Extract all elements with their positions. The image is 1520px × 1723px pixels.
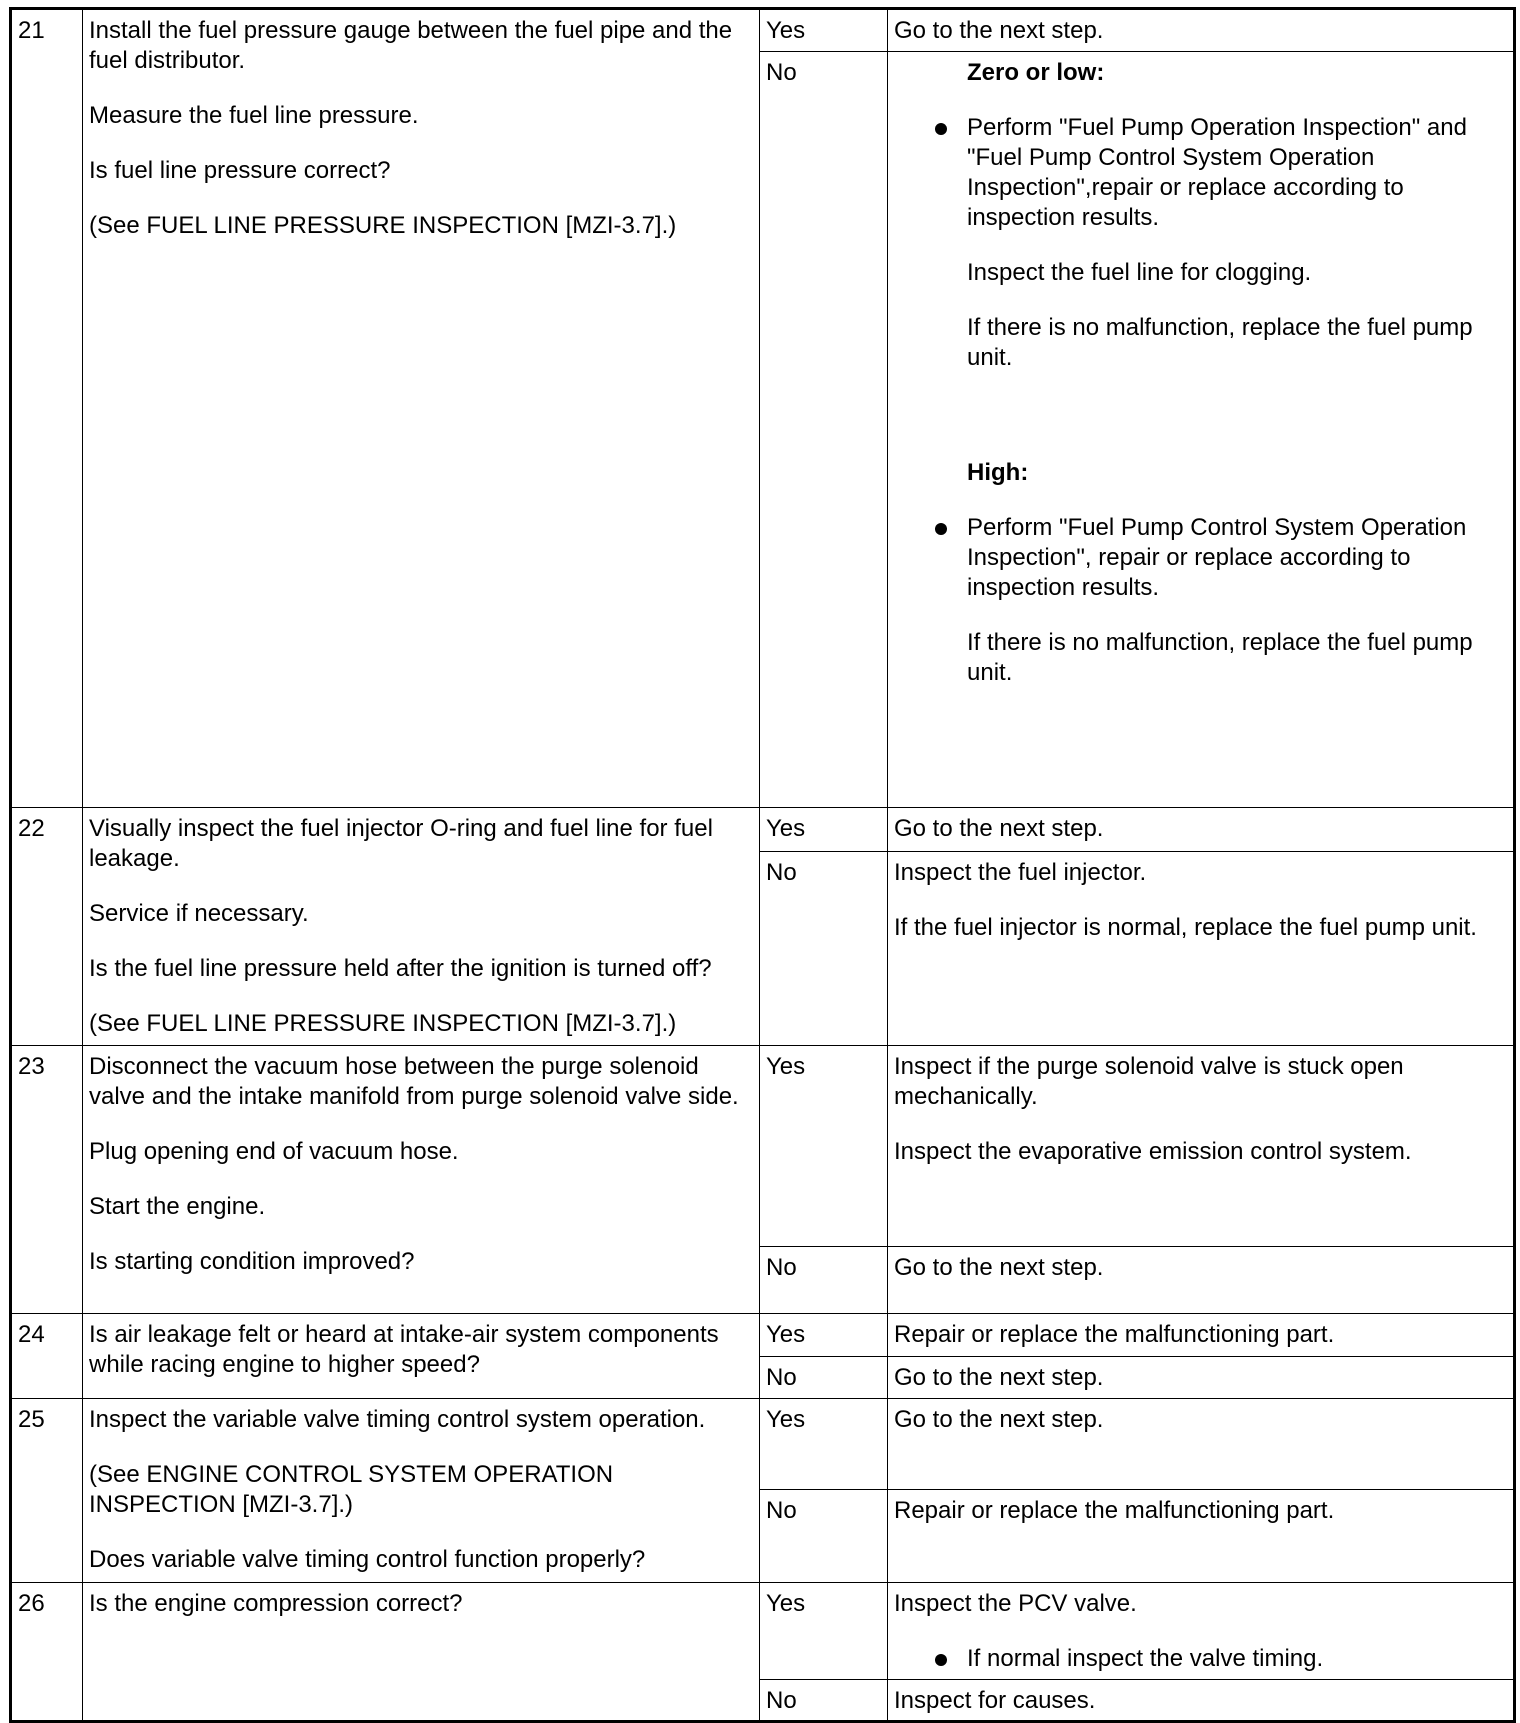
high-notes (967, 628, 1507, 688)
table-row (11, 808, 1515, 852)
note-text: Inspect the fuel line for clogging. (967, 259, 1312, 286)
yes-label: Yes (760, 1583, 888, 1680)
bullet-item (967, 513, 1507, 603)
yes-label: Yes (760, 1314, 888, 1357)
bullet-item (967, 113, 1507, 233)
action-text: Does variable valve timing control function properly? (89, 1546, 646, 1573)
high-heading: High: (967, 459, 1029, 486)
action-text: Disconnect the vacuum hose between the purge solenoid valve and the intake manifold from purge solenoid valve side. (89, 1053, 739, 1110)
bullet-dot-icon (935, 123, 947, 135)
zero-low-heading: Zero or low: (967, 59, 1105, 86)
action-text: Service if necessary. (89, 900, 309, 927)
zero-low-notes (967, 258, 1507, 373)
note-text: If there is no malfunction, replace the fuel pump unit. (967, 314, 1473, 371)
no-label: No (760, 1490, 888, 1583)
no-action: Go to the next step. (888, 1247, 1515, 1314)
bullet-dot-icon (935, 523, 947, 535)
table-row (11, 1583, 1515, 1680)
step-number: 23 (11, 1046, 83, 1314)
yes-label: Yes (760, 1399, 888, 1490)
step-action (83, 9, 760, 808)
table-row (11, 1399, 1515, 1490)
bullet-dot-icon (935, 1654, 947, 1666)
action-text: Measure the fuel line pressure. (89, 102, 419, 129)
action-reference: (See FUEL LINE PRESSURE INSPECTION [MZI-3.7].) (89, 1010, 677, 1037)
bullet-text: If normal inspect the valve timing. (967, 1645, 1324, 1672)
action-reference: (See ENGINE CONTROL SYSTEM OPERATION INSPECTION [MZI-3.7].) (89, 1461, 614, 1518)
yes-label: Yes (760, 808, 888, 852)
yes-action: Go to the next step. (888, 808, 1515, 852)
table-row (11, 1046, 1515, 1247)
bullet-text: Perform "Fuel Pump Operation Inspection" and "Fuel Pump Control System Operation Inspection",repair or replace according to inspection results. (967, 114, 1467, 231)
no-action: Go to the next step. (888, 1357, 1515, 1399)
no-label: No (760, 1357, 888, 1399)
action-text: Inspect the PCV valve. (894, 1590, 1137, 1617)
action-text: Inspect the evaporative emission control system. (894, 1138, 1412, 1165)
no-action: Inspect for causes. (888, 1680, 1515, 1722)
action-text: Install the fuel pressure gauge between the fuel pipe and the fuel distributor. (89, 17, 733, 74)
yes-label: Yes (760, 1046, 888, 1247)
yes-action (888, 1046, 1515, 1247)
yes-action: Repair or replace the malfunctioning part. (888, 1314, 1515, 1357)
step-action: Is air leakage felt or heard at intake-air system components while racing engine to higher speed? (83, 1314, 760, 1399)
yes-action: Go to the next step. (888, 1399, 1515, 1490)
action-text: Is fuel line pressure correct? (89, 157, 391, 184)
action-text: If the fuel injector is normal, replace the fuel pump unit. (894, 914, 1477, 941)
yes-action (888, 1583, 1515, 1680)
step-number: 26 (11, 1583, 83, 1722)
step-number: 24 (11, 1314, 83, 1399)
action-text: Plug opening end of vacuum hose. (89, 1138, 459, 1165)
no-action (888, 852, 1515, 1046)
action-text: Visually inspect the fuel injector O-ring and fuel line for fuel leakage. (89, 815, 713, 872)
step-action (83, 1399, 760, 1583)
table-row (11, 1314, 1515, 1357)
step-action (83, 808, 760, 1046)
action-text: Start the engine. (89, 1193, 266, 1220)
no-label: No (760, 52, 888, 808)
step-number: 21 (11, 9, 83, 808)
action-reference: (See FUEL LINE PRESSURE INSPECTION [MZI-3.7].) (89, 212, 677, 239)
step-number: 22 (11, 808, 83, 1046)
diagnostic-table (9, 7, 1516, 1723)
yes-label: Yes (760, 9, 888, 52)
step-action (83, 1046, 760, 1314)
no-action: Repair or replace the malfunctioning part. (888, 1490, 1515, 1583)
action-text: Inspect the fuel injector. (894, 859, 1147, 886)
no-label: No (760, 1247, 888, 1314)
bullet-text: Perform "Fuel Pump Control System Operation Inspection", repair or replace according to inspection results. (967, 514, 1467, 601)
action-text: Inspect the variable valve timing control system operation. (89, 1406, 706, 1433)
note-text: If there is no malfunction, replace the fuel pump unit. (967, 629, 1473, 686)
no-action (888, 52, 1515, 808)
no-label: No (760, 1680, 888, 1722)
table-row (11, 9, 1515, 52)
step-action: Is the engine compression correct? (83, 1583, 760, 1722)
action-text: Is starting condition improved? (89, 1248, 415, 1275)
action-text: Inspect if the purge solenoid valve is stuck open mechanically. (894, 1053, 1404, 1110)
no-label: No (760, 852, 888, 1046)
action-text: Is the fuel line pressure held after the ignition is turned off? (89, 955, 712, 982)
bullet-item (967, 1644, 1507, 1674)
yes-action: Go to the next step. (888, 9, 1515, 52)
step-number: 25 (11, 1399, 83, 1583)
